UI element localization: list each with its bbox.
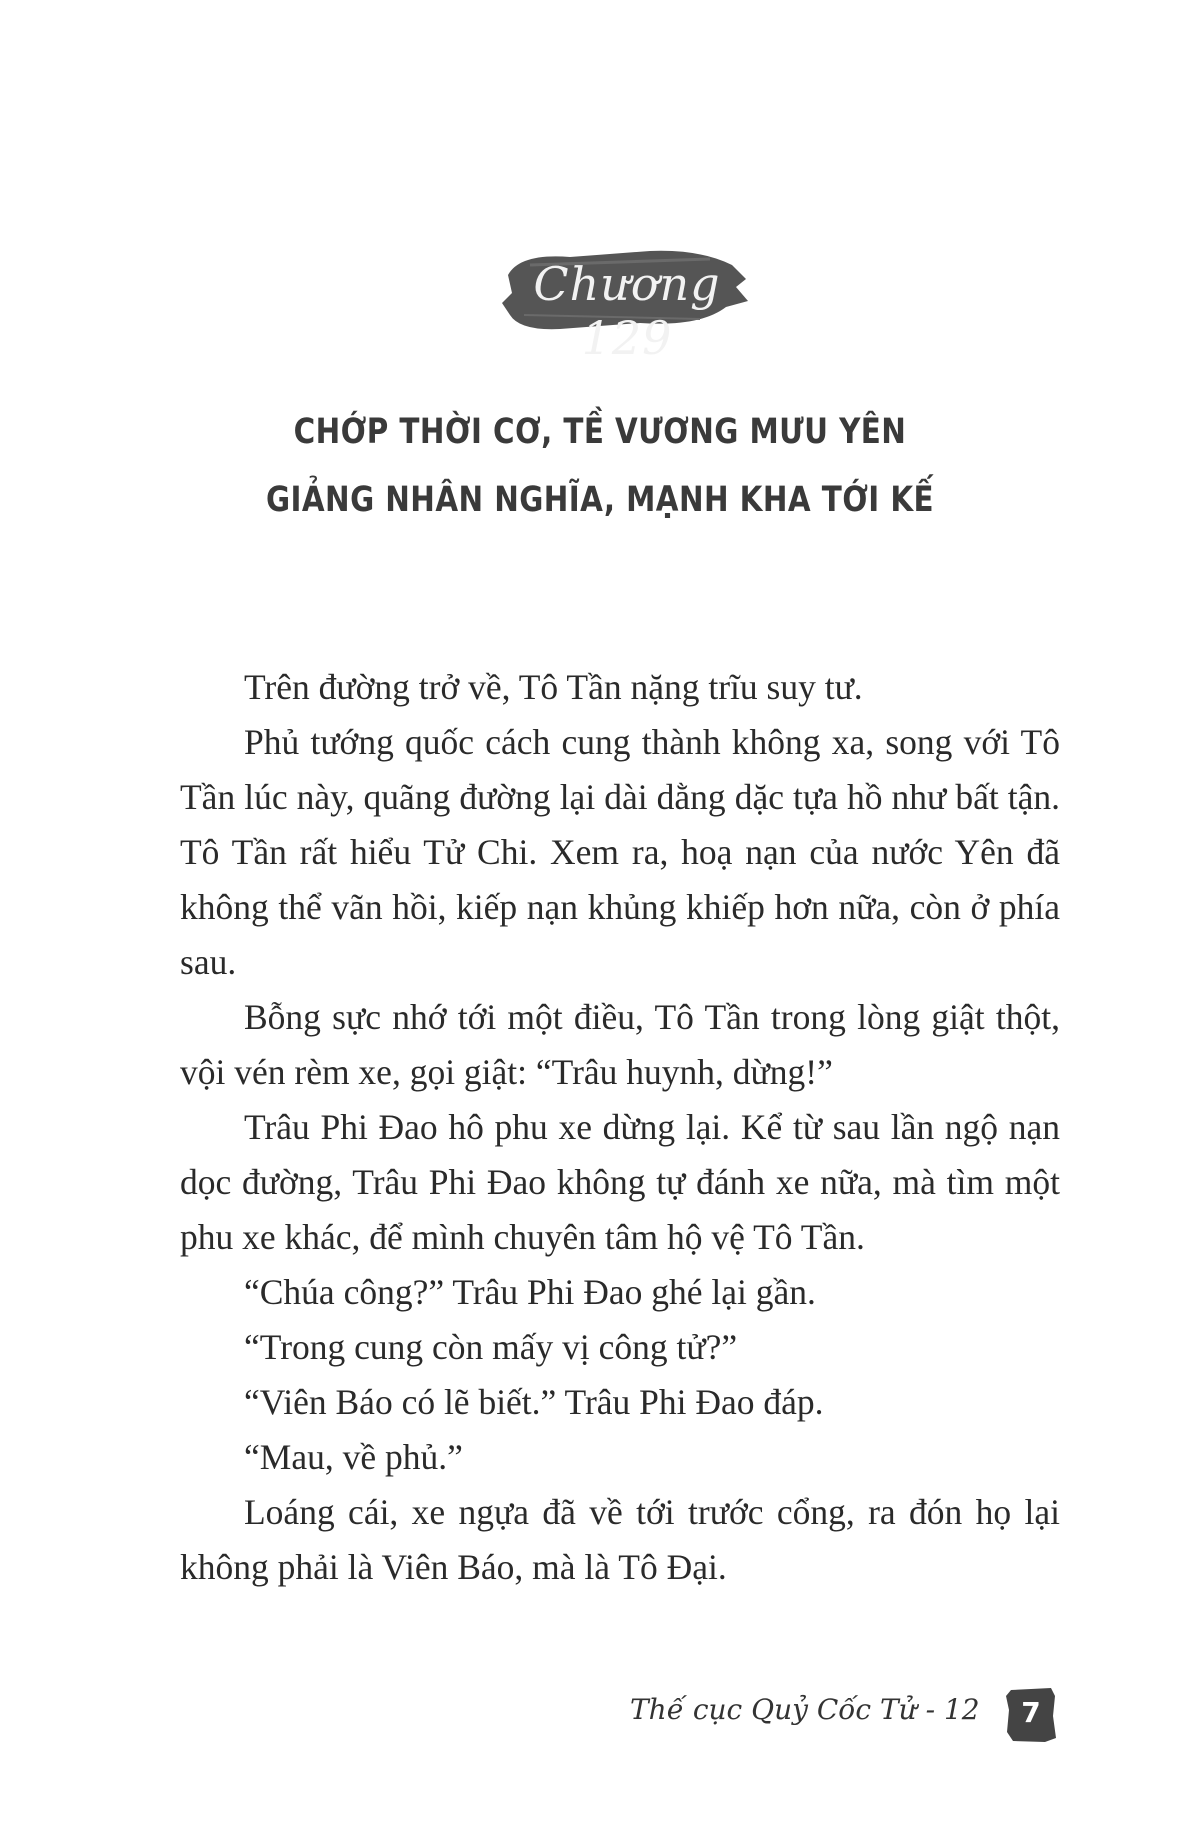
chapter-label: Chương 129 [533,257,721,365]
paragraph: “Chúa công?” Trâu Phi Đao ghé lại gần. [244,1272,816,1312]
paragraph: “Viên Báo có lẽ biết.” Trâu Phi Đao đáp. [244,1382,824,1422]
paragraph: “Trong cung còn mấy vị công tử?” [244,1327,738,1367]
chapter-badge [500,245,750,365]
chapter-headline-line-2: GIẢNG NHÂN NGHĨA, MẠNH KHA TỚI KẾ [265,480,935,520]
page-number: 7 [1021,1696,1041,1729]
chapter-headline-line-1: CHỚP THỜI CƠ, TỀ VƯƠNG MƯU YÊN [293,412,907,452]
body-text [180,660,1060,1595]
paragraph: Loáng cái, xe ngựa đã về tới trước cổng, ra đón họ lại không phải là Viên Báo, mà là Tô Đại. [180,1492,1060,1587]
paragraph: Trên đường trở về, Tô Tần nặng trĩu suy tư. [244,667,863,707]
page-number-badge [1005,1686,1057,1744]
footer-book-title: Thế cục Quỷ Cốc Tử - 12 [630,1693,980,1726]
paragraph: Phủ tướng quốc cách cung thành không xa, song với Tô Tần lúc này, quãng đường lại dài dằng dặc tựa hồ như bất tận. Tô Tần rất hiểu Tử Chi. Xem ra, hoạ nạn của nước Yên đã không thể vãn hồi, kiếp nạn khủng khiếp hơn nữa, còn ở phía sau. [180,722,1060,982]
paragraph: “Mau, về phủ.” [244,1437,463,1477]
paragraph: Bỗng sực nhớ tới một điều, Tô Tần trong lòng giật thột, vội vén rèm xe, gọi giật: “Trâu huynh, dừng!” [180,997,1060,1092]
paragraph: Trâu Phi Đao hô phu xe dừng lại. Kể từ sau lần ngộ nạn dọc đường, Trâu Phi Đao không tự đánh xe nữa, mà tìm một phu xe khác, để mình chuyên tâm hộ vệ Tô Tần. [180,1107,1060,1257]
